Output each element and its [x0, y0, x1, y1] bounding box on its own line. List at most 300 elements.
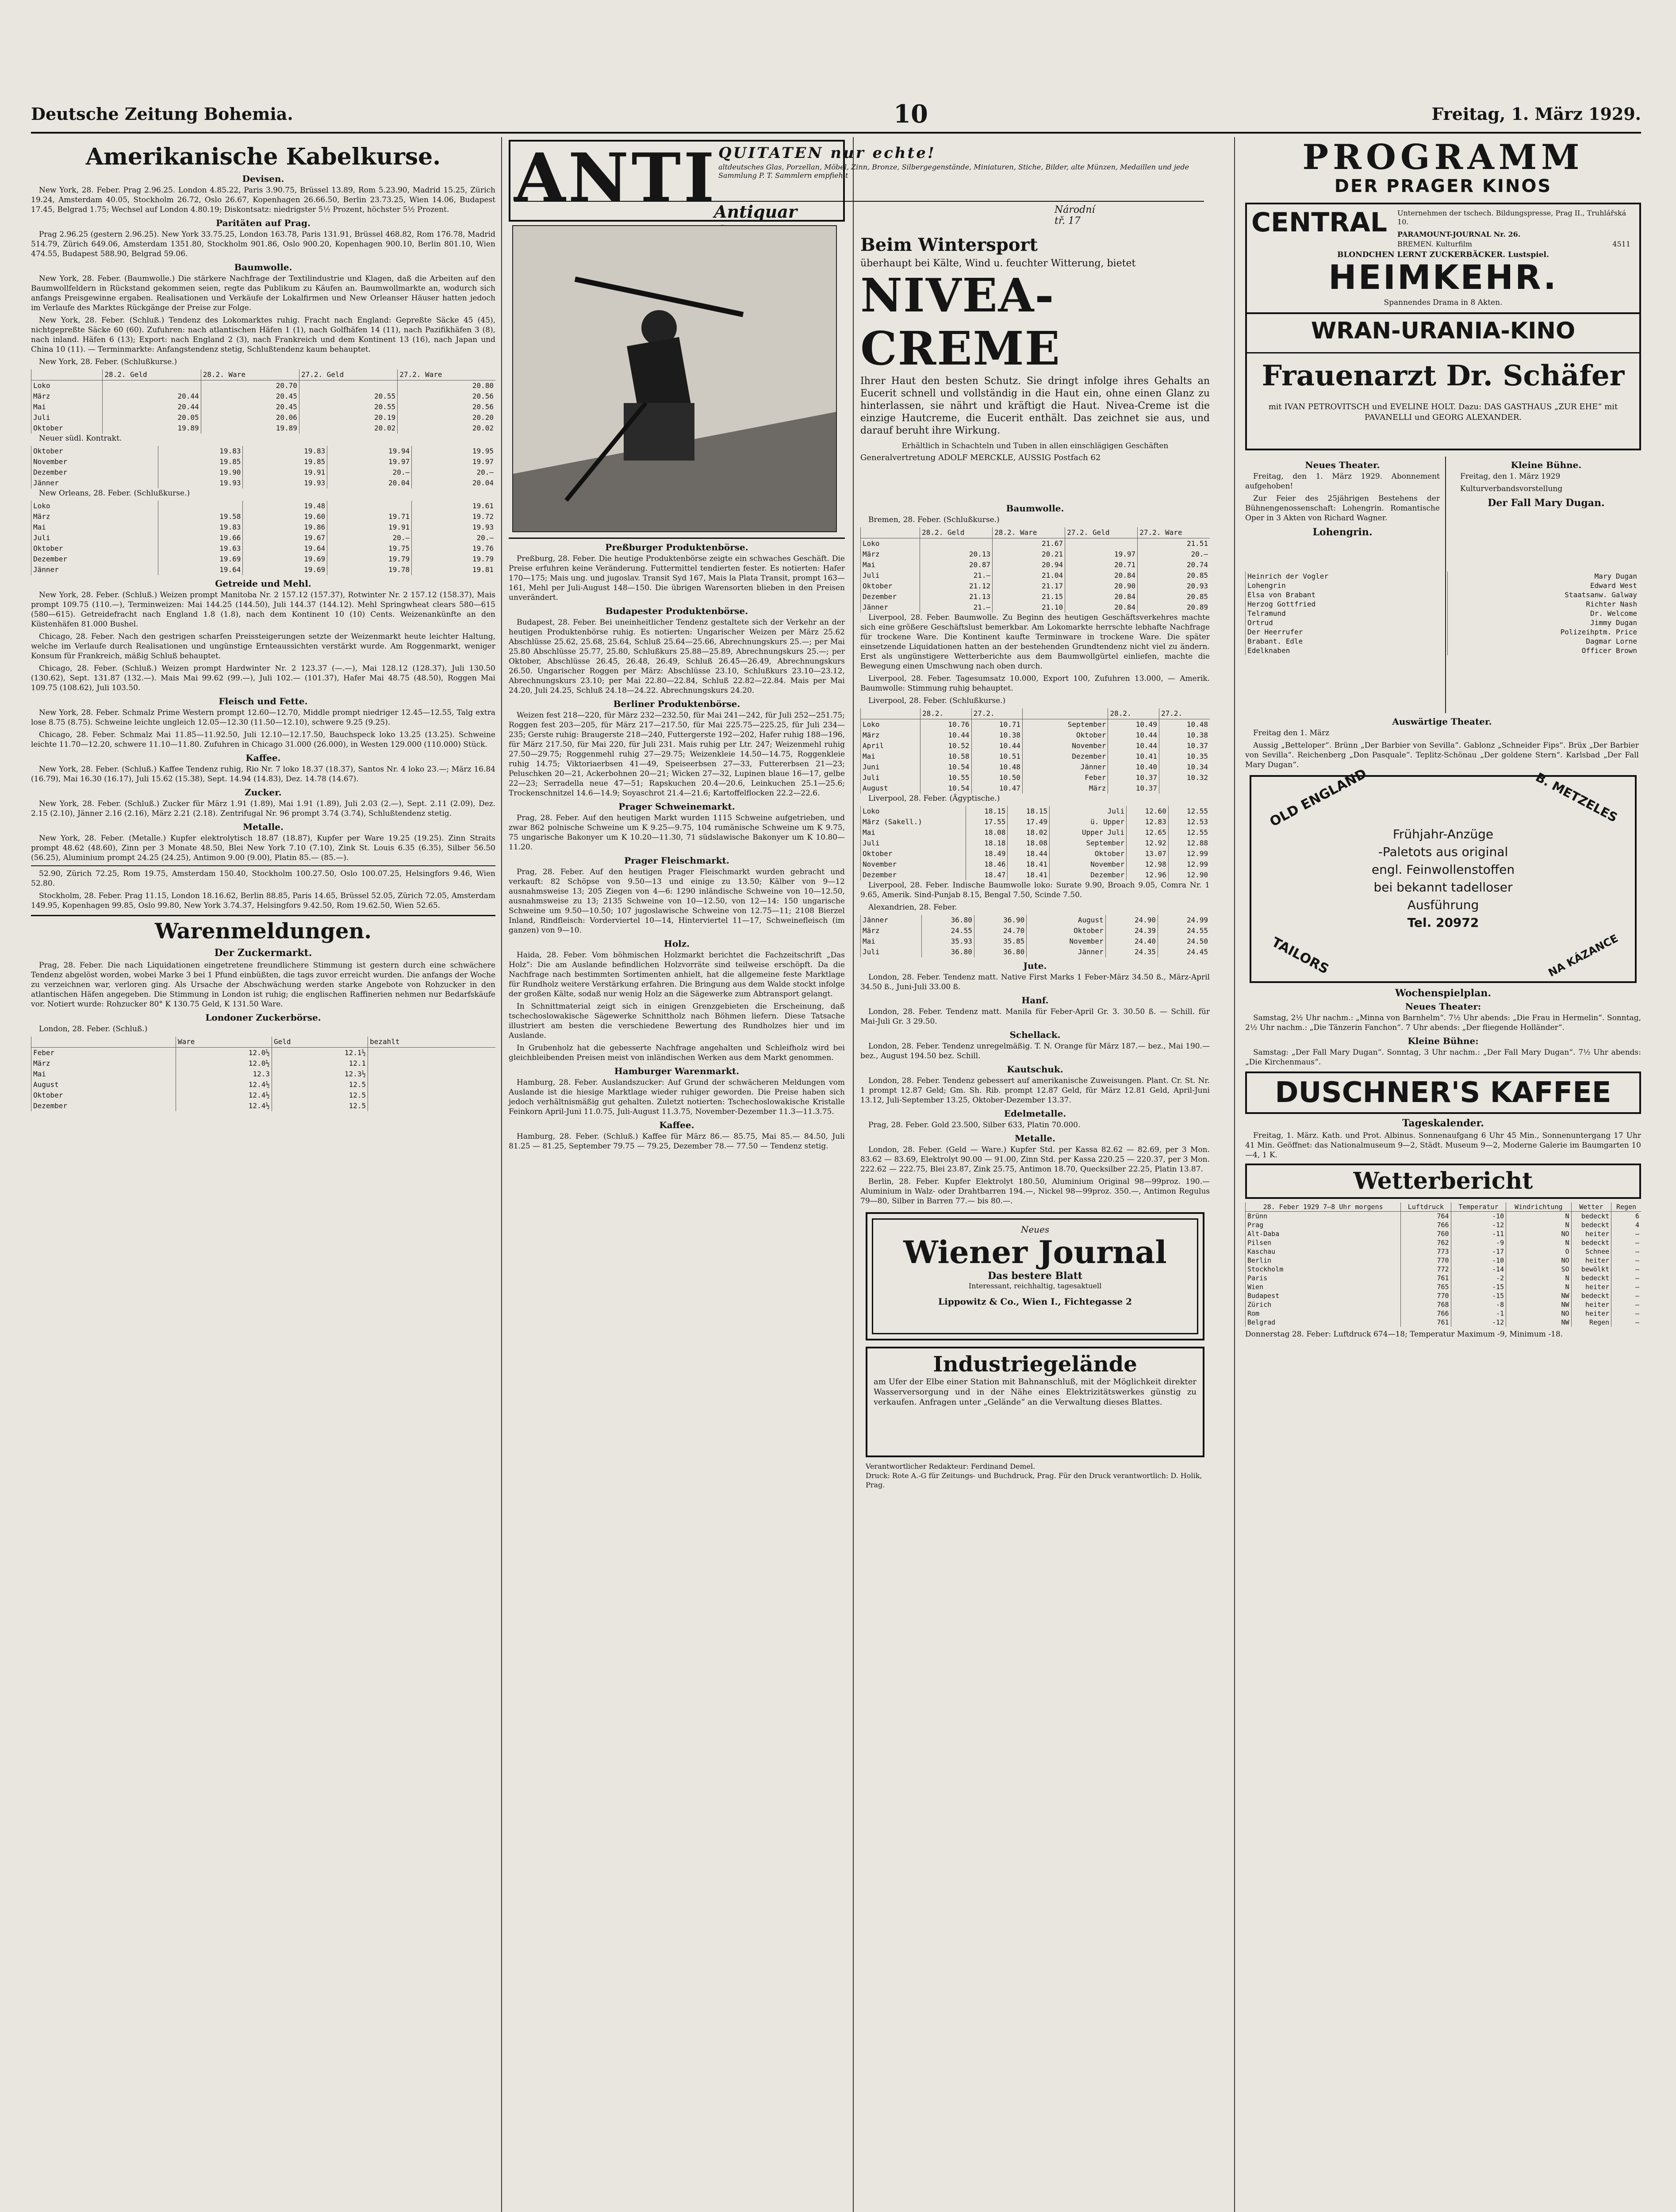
- table-cell: Brünn: [1246, 1212, 1401, 1221]
- table-header-cell: 28.2.: [920, 708, 971, 719]
- table-cell: 20.19: [299, 412, 397, 423]
- table-cell: 12.3½: [272, 1069, 368, 1079]
- table-cell: -2: [1451, 1274, 1506, 1283]
- table-cell: [368, 1090, 495, 1101]
- table-row: [1246, 1265, 1641, 1274]
- table-row: [1246, 1238, 1641, 1247]
- table-cell: Jänner: [31, 478, 158, 488]
- table-cell: 18.41: [1008, 870, 1050, 880]
- table-cell: 20.45: [201, 402, 299, 412]
- table-cell: 10.37: [1159, 741, 1210, 751]
- table-cell: 20.85: [1138, 591, 1210, 602]
- table-cell: 19.76: [412, 543, 495, 554]
- table-cell: 772: [1401, 1265, 1451, 1274]
- table-cell: -15: [1451, 1283, 1506, 1291]
- table-cell: 21.13: [920, 591, 993, 602]
- article-paragraph: Liverpool, 28. Feber. Baumwolle. Zu Beginn des heutigen Geschäftsverkehres machte sich eine größere Geschäftslust bemerkbar. Am Lokomarkte herrschte lebhafte Nachfrage für trockene Ware. Die Kontinent kaufte Terminware in trockene Ware. Die später einsetzende Liquidationen hatten an der bestehenden Grundtendenz nicht viel zu ändern. Erst als ungünstigere Wetterberichte aus dem Baumwollgürtel einliefen, machte die Bewegung einen Umschwung nach oben durch.: [860, 613, 1210, 671]
- table-row: [31, 446, 496, 457]
- table-row: [861, 849, 1210, 859]
- table-cell: 760: [1401, 1229, 1451, 1238]
- table-row: [861, 827, 1210, 838]
- table-cell: 12.4½: [176, 1101, 272, 1111]
- table-header-cell: 27.2. Geld: [299, 369, 397, 380]
- section-subheading: Kleine Bühne:: [1408, 1036, 1479, 1046]
- table-row: [861, 870, 1210, 880]
- table-row: [1246, 618, 1639, 627]
- table-cell: 24.99: [1158, 915, 1210, 926]
- table-cell: Paris: [1246, 1274, 1401, 1283]
- table-row: [1246, 590, 1639, 599]
- skier-icon: [513, 226, 836, 531]
- table-cell: Staatsanw. Galway: [1447, 590, 1639, 599]
- table-header-row: [1246, 1202, 1641, 1212]
- table-cell: 10.44: [1108, 741, 1159, 751]
- table-cell: Mai: [861, 560, 920, 570]
- table-cell: 19.83: [243, 446, 327, 457]
- table-row: [1246, 1256, 1641, 1265]
- table-caption: Alexandrien, 28. Feber.: [868, 903, 957, 912]
- table-header-cell: 28.2.: [1108, 708, 1159, 719]
- table-cell: 10.38: [1159, 730, 1210, 741]
- table-row: [31, 1090, 496, 1101]
- table-cell: 20.—: [1138, 549, 1210, 560]
- duschner-title: DUSCHNER'S KAFFEE: [1275, 1076, 1611, 1109]
- table-cell: 761: [1401, 1274, 1451, 1283]
- table-cell: 10.58: [920, 751, 971, 762]
- table-cell: 20.04: [412, 478, 495, 488]
- table-row: [861, 751, 1210, 762]
- article-paragraph: London, 28. Feber. Tendenz matt. Native First Marks 1 Feber-März 34.50 ß., März-April 34.50 ß., Juni-Juli 33.00 ß.: [860, 973, 1210, 991]
- table-cell: August: [1027, 915, 1105, 926]
- table-cell: 12.5: [272, 1101, 368, 1111]
- industriegelaende-ad: [866, 1347, 1204, 1457]
- table-cell: 10.38: [971, 730, 1023, 741]
- table-row: [1246, 572, 1639, 581]
- divider: [1247, 312, 1639, 314]
- table-cell: 35.85: [974, 936, 1026, 947]
- table-cell: 12.0½: [176, 1048, 272, 1059]
- table-cell: 20.—: [327, 533, 412, 543]
- table-cell: Oktober: [31, 543, 158, 554]
- oe-line: engl. Feinwollenstoffen: [1371, 862, 1515, 877]
- table-cell: 10.51: [971, 751, 1023, 762]
- table-cell: 20.—: [412, 533, 495, 543]
- article-paragraph: Prag, 28. Feber. Die nach Liquidationen eingetretene freundlichere Stimmung ist gestern durch eine schwächere Tendenz abgelöst worden, wobei Marke 3 bei 1 Pfund einbüßten, die tags zuvor erreicht wurden. Die anfangs der Woche zu verzeichnen war, verloren ging. Als Ursache der Abschwächung werden starke Angebote von Rohzucker in den atlantischen Häfen angegeben. Die Stimmung in London ist ruhig; die englischen Raffinerien nehmen nur Bedarfskäufe vor. Notiert wurde: Rohzucker 80° K 130.75 Geld, K 131.50 Ware.: [31, 961, 495, 1009]
- schaefer-title: Frauenarzt Dr. Schäfer: [1262, 359, 1625, 392]
- cable-rates-article: [31, 174, 495, 910]
- table-cell: NO: [1506, 1229, 1571, 1238]
- column-divider: [501, 137, 502, 2212]
- table-cell: 19.86: [243, 522, 327, 533]
- article-paragraph: Samstag: „Der Fall Mary Dugan“. Sonntag, 3 Uhr nachm.: „Der Fall Mary Dugan“. 7½ Uhr abends: „Die Kirchenmaus“.: [1245, 1048, 1641, 1067]
- table-row: [1246, 599, 1639, 609]
- table-header-cell: 27.2.: [1159, 708, 1210, 719]
- section-heading: Metalle.: [1015, 1133, 1055, 1144]
- cable-title: Amerikanische Kabelkurse.: [85, 143, 441, 170]
- table-cell: [327, 501, 412, 511]
- table-cell: NO: [1506, 1256, 1571, 1265]
- table-row: [1246, 1318, 1641, 1327]
- imprint: [866, 1462, 1204, 1490]
- section-heading: Jute.: [1023, 960, 1047, 971]
- table-row: [31, 1069, 496, 1079]
- table-cell: Richter Nash: [1447, 599, 1639, 609]
- table-cell: 10.71: [971, 719, 1023, 730]
- table-cell: —: [1611, 1256, 1641, 1265]
- table-cell: [158, 501, 243, 511]
- table-cell: 12.92: [1127, 838, 1169, 849]
- table-cell: 18.44: [1008, 849, 1050, 859]
- table-row: [861, 762, 1210, 772]
- table-header-cell: Regen: [1611, 1202, 1641, 1212]
- table-cell: 12.99: [1168, 859, 1210, 870]
- table-row: [861, 947, 1210, 957]
- table-cell: 10.44: [1108, 730, 1159, 741]
- article-paragraph: Chicago, 28. Feber. Schmalz Mai 11.85—11.92.50, Juli 12.10—12.17.50, Bauchspeck loko 13.25 (13.25). Schweine leichte 11.70—12.20, schwere 11.10—11.80. Zufuhren in Chicago 31.000 (26.000), in Westen 129.000 (110.000) Stück.: [31, 730, 495, 749]
- table-caption: Bremen, 28. Feber. (Schlußkurse.): [868, 515, 1000, 524]
- table-row: [861, 772, 1210, 783]
- table-cell: 19.63: [158, 543, 243, 554]
- table-cell: 19.91: [327, 522, 412, 533]
- table-cell: 20.45: [201, 391, 299, 402]
- oe-tailors: TAILORS: [1269, 934, 1331, 977]
- table-cell: Dezember: [31, 467, 158, 478]
- table-cell: Juli: [31, 412, 103, 423]
- table-row: [861, 549, 1210, 560]
- table-cell: 10.49: [1108, 719, 1159, 730]
- table-cell: Pilsen: [1246, 1238, 1401, 1247]
- table-row: [31, 1058, 496, 1069]
- table-cell: 762: [1401, 1238, 1451, 1247]
- oe-address: NA KÁZANCE: [1546, 932, 1620, 979]
- article-paragraph: Prag, 28. Feber. Auf den heutigen Markt wurden 1115 Schweine aufgetrieben, und zwar 862 polnische Schweine um K 9.25—9.75, 104 rumänische Schweine um K 9.75, 75 ungarische Bakonyer um K 10.20—11.30, 71 südslawische Bakonyer um K 10.80—11.20.: [509, 814, 845, 852]
- table-cell: November: [1027, 936, 1105, 947]
- table-cell: 20.—: [412, 467, 495, 478]
- table-cell: 24.55: [922, 926, 974, 936]
- table-cell: 36.80: [974, 947, 1026, 957]
- table-cell: 10.32: [1159, 772, 1210, 783]
- table-cell: 20.55: [299, 402, 397, 412]
- table-cell: Juni: [861, 762, 920, 772]
- table-cell: 20.44: [103, 402, 201, 412]
- article-paragraph: Hamburg, 28. Feber. Auslandszucker: Auf Grund der schwächeren Meldungen vom Auslande ist die hiesige Marktlage wieder ruhiger geworden. Die Preise haben sich jedoch verhältnismäßig gut gehalten. Zuletzt notierten: Tschechoslowakische Kristalle Feinkorn April-Juni 11.0.75, Juli-August 11.3.75, November-Dezember 11.3—11.3.75.: [509, 1078, 845, 1116]
- table-header-cell: 28.2. Geld: [103, 369, 201, 380]
- table-cell: Loko: [861, 806, 966, 817]
- table-cell: März: [861, 730, 920, 741]
- table-row: [861, 936, 1210, 947]
- table-cell: 21.—: [920, 602, 993, 613]
- bremen-cotton-table: [860, 527, 1210, 613]
- table-cell: Upper Juli: [1050, 827, 1127, 838]
- section-heading: Prager Schweinemarkt.: [618, 801, 735, 812]
- table-cell: 10.40: [1108, 762, 1159, 772]
- section-heading: Preßburger Produktenbörse.: [605, 542, 748, 553]
- program-subtitle: DER PRAGER KINOS: [1334, 176, 1552, 196]
- table-cell: 19.64: [158, 565, 243, 575]
- table-cell: 18.15: [966, 806, 1008, 817]
- table-header-cell: [31, 369, 103, 380]
- table-row: [31, 478, 496, 488]
- table-cell: 19.60: [243, 511, 327, 522]
- article-paragraph: Haida, 28. Feber. Vom böhmischen Holzmarkt berichtet die Fachzeitschrift „Das Holz“: Die am Auslande befindlichen Holzvorräte sind teilweise erschöpft. Da die Nachfrage nach bestimmten Sortimenten anhielt, hat die allgemeine feste Marktlage für Rundholz weitere Verstärkung erfahren. Die Bringung aus dem Walde stockt infolge der großen Kälte, sodaß nur wenig Holz an die Sägewerke zum Abtransport gelangt.: [509, 951, 845, 998]
- neues-theater: [1245, 457, 1440, 540]
- central-name: CENTRAL: [1251, 207, 1388, 238]
- table-cell: 19.93: [412, 522, 495, 533]
- table-cell: Juli: [31, 533, 158, 543]
- theater-body: Zur Feier des 25jährigen Bestehens der Bühnengenossenschaft: Lohengrin. Romantische Oper in 3 Akten von Richard Wagner.: [1245, 494, 1440, 522]
- table-row: [1246, 1291, 1641, 1300]
- table-cell: 24.35: [1105, 947, 1158, 957]
- table-cell: Jänner: [861, 915, 922, 926]
- table-cell: heiter: [1571, 1283, 1611, 1291]
- table-cell: Jänner: [861, 602, 920, 613]
- table-row: [861, 602, 1210, 613]
- table-cell: -12: [1451, 1318, 1506, 1327]
- column-divider: [1234, 137, 1235, 2212]
- table-cell: bedeckt: [1571, 1291, 1611, 1300]
- table-cell: NW: [1506, 1291, 1571, 1300]
- table-cell: Dezember: [861, 591, 920, 602]
- table-header-row: [861, 708, 1210, 719]
- table-cell: -11: [1451, 1229, 1506, 1238]
- article-paragraph: In Schnittmaterial zeigt sich in einigen Grenzgebieten die Erscheinung, daß tschechoslowakische Sägewerke Schnittholz nach Böhmen liefern. Diese Tatsache illustriert am besten die verschiedene Bewertung des Rundholzes hier und im Auslande.: [509, 1002, 845, 1040]
- table-cell: 12.96: [1127, 870, 1169, 880]
- table-cell: 20.89: [1138, 602, 1210, 613]
- table-cell: NO: [1506, 1309, 1571, 1318]
- anti-shop: Antiquar: [714, 202, 797, 222]
- anti-ad: [509, 139, 1189, 227]
- table-cell: Jänner: [1027, 947, 1105, 957]
- nivea-subline: überhaupt bei Kälte, Wind u. feuchter Witterung, bietet: [860, 258, 1136, 269]
- oe-line: Frühjahr-Anzüge: [1392, 827, 1494, 841]
- section-heading: Prager Fleischmarkt.: [624, 855, 729, 866]
- table-cell: 20.71: [1065, 560, 1138, 570]
- table-cell: 10.35: [1159, 751, 1210, 762]
- divider: [1247, 352, 1639, 353]
- table-cell: 19.95: [412, 446, 495, 457]
- table-cell: 19.93: [158, 478, 243, 488]
- central-bremen: BREMEN. Kulturfilm: [1397, 240, 1473, 248]
- wochenspielplan: [1245, 988, 1641, 1067]
- table-cell: Oktober: [1023, 730, 1108, 741]
- table-cell: 10.37: [1108, 783, 1159, 794]
- table-cell: 36.90: [974, 915, 1026, 926]
- table-row: [31, 423, 496, 434]
- section-heading: Kaffee.: [659, 1120, 694, 1130]
- table-header-cell: 27.2. Geld: [1065, 527, 1138, 538]
- table-header-cell: [861, 708, 920, 719]
- table-header-cell: bezahlt: [368, 1037, 495, 1048]
- table-cell: Loko: [31, 501, 158, 511]
- table-cell: 20.74: [1138, 560, 1210, 570]
- table-header-cell: 27.2. Ware: [1138, 527, 1210, 538]
- table-row: [1246, 1300, 1641, 1309]
- section-heading: Fleisch und Fette.: [219, 696, 308, 707]
- table-cell: 17.55: [966, 817, 1008, 827]
- section-subheading: Neues Theater:: [1405, 1001, 1481, 1012]
- table-row: [861, 926, 1210, 936]
- table-cell: Mai: [861, 751, 920, 762]
- table-row: [861, 915, 1210, 926]
- article-paragraph: Budapest, 28. Feber. Bei uneinheitlicher Tendenz gestaltete sich der Verkehr an der heutigen Produktenbörse ruhig. Es notierten: Ungarischer Weizen per März 25.62 Abschlüsse 25.62, 25.68, 25.64, Schluß 25.64—25.66, Abrechnungskurs 25.—; per Mai 25.80 Abschlüsse 25.77, 25.80, Schlußkurs 25.88—25.89, Abrechnungskurs 25.—; per Oktober, Abschlüsse 26.45, 26.48, 26.49, Schluß 26.45—26.49, Abrechnungskurs 26.50. Ungarischer Roggen per März: Abschlüsse 23.10, Schlußkurs 23.10—23.12, Abrechnungskurs 23.10; per Mai 22.80—22.84, Schluß 22.82—22.84. Mais per Mai 24.20, Juli 24.25, Schluß 24.18—24.22. Abrechnungskurs 24.20.: [509, 618, 845, 695]
- table-cell: Oktober: [31, 446, 158, 457]
- article-paragraph: Preßburg, 28. Feber. Die heutige Produktenbörse zeigte ein schwaches Geschäft. Die Preise erfuhren keine Veränderung. Futtermittel tendierten fester. Es notierten: Hafer 170—175; Mais ung. und jugoslav. Transit Syd 167, Mais la Plata Transit, prompt 163—161, Mehl per Juli-August 148—150. Die übrigen Warensorten blieben in den Preisen unverändert.: [509, 554, 845, 602]
- wetterbericht-banner: [1245, 1164, 1641, 1199]
- table-cell: 21.51: [1138, 538, 1210, 549]
- table-header-cell: 28.2. Ware: [993, 527, 1065, 538]
- table-cell: 20.44: [103, 391, 201, 402]
- table-cell: Dezember: [31, 1101, 176, 1111]
- table-caption: Neuer südl. Kontrakt.: [39, 434, 122, 443]
- table-cell: März (Sakell.): [861, 817, 966, 827]
- table-cell: 18.41: [1008, 859, 1050, 870]
- table-header-row: [31, 1037, 496, 1048]
- table-cell: bedeckt: [1571, 1238, 1611, 1247]
- table-cell: 20.02: [398, 423, 495, 434]
- table-header-cell: Geld: [272, 1037, 368, 1048]
- table-row: [861, 806, 1210, 817]
- table-cell: 18.18: [966, 838, 1008, 849]
- column-2-articles: [509, 542, 845, 1151]
- section-heading: Getreide und Mehl.: [215, 578, 311, 589]
- table-cell: 12.55: [1168, 806, 1210, 817]
- article-paragraph: Prag 2.96.25 (gestern 2.96.25). New York 33.75.25, London 163.78, Paris 131.91, Brüssel 468.82, Rom 176.78, Madrid 514.79, Zürich 649.06, Amsterdam 1351.80, Stockholm 901.86, Oslo 900.20, Kopenhagen 900.10, Berlin 801.10, Wien 474.55, Budapest 588.90, Belgrad 59.06.: [31, 230, 495, 258]
- table-cell: 12.90: [1168, 870, 1210, 880]
- table-cell: Oktober: [1050, 849, 1127, 859]
- section-heading: Tageskalender.: [1402, 1118, 1484, 1129]
- table-cell: Dagmar Lorne: [1447, 637, 1639, 646]
- table-cell: 19.89: [103, 423, 201, 434]
- table-cell: 10.41: [1108, 751, 1159, 762]
- table-cell: November: [861, 859, 966, 870]
- table-header-cell: [31, 1037, 176, 1048]
- table-cell: Feber: [1023, 772, 1108, 783]
- article-paragraph: Freitag, 1. März. Kath. und Prot. Albinus. Sonnenaufgang 6 Uhr 45 Min., Sonnenuntergang 17 Uhr 41 Min. Geöffnet: das Nationalmuseum 9—2, Städt. Museum 9—2, Moderne Galerie im Baumgarten 10—4, 1 K.: [1245, 1131, 1641, 1160]
- article-paragraph: New York, 28. Feber. (Schluß.) Kaffee Tendenz ruhig, Rio Nr. 7 loko 18.37 (18.37), Santos Nr. 4 loko 23.—; März 16.84 (16.79), Mai 16.30 (16.17), Juli 15.62 (15.38), Sept. 14.94 (14.83), Dez. 14.78 (14.67).: [31, 765, 495, 783]
- table-row: [31, 543, 496, 554]
- table-cell: Alt-Daba: [1246, 1229, 1401, 1238]
- central-film: BLONDCHEN LERNT ZUCKERBÄCKER. Lustspiel.: [1337, 250, 1549, 259]
- table-cell: -12: [1451, 1221, 1506, 1229]
- table-row: [1246, 1274, 1641, 1283]
- table-cell: Edward West: [1447, 581, 1639, 590]
- table-cell: 12.53: [1168, 817, 1210, 827]
- table-cell: 35.93: [922, 936, 974, 947]
- table-cell: 21.17: [993, 581, 1065, 591]
- table-cell: 20.21: [993, 549, 1065, 560]
- section-heading: Der Zuckermarkt.: [214, 947, 312, 959]
- table-cell: Lohengrin: [1246, 581, 1448, 590]
- table-cell: N: [1506, 1238, 1571, 1247]
- table-cell: 19.97: [327, 457, 412, 467]
- nivea-brand: NIVEA-CREME: [860, 268, 1061, 376]
- cotton-quotes-table: [31, 369, 495, 434]
- table-header-cell: [1023, 708, 1108, 719]
- table-cell: 12.5: [272, 1079, 368, 1090]
- table-row: [861, 838, 1210, 849]
- wj-title: Wiener Journal: [903, 1234, 1167, 1271]
- table-cell: -10: [1451, 1212, 1506, 1221]
- table-cell: 4: [1611, 1221, 1641, 1229]
- table-cell: Polizeihptm. Price: [1447, 627, 1639, 637]
- table-cell: Budapest: [1246, 1291, 1401, 1300]
- table-cell: [368, 1048, 495, 1059]
- table-cell: 19.97: [1065, 549, 1138, 560]
- table-cell: SO: [1506, 1265, 1571, 1274]
- table-caption: New York, 28. Feber. (Schlußkurse.): [39, 357, 177, 366]
- oe-top: OLD ENGLAND: [1267, 766, 1369, 830]
- table-row: [861, 591, 1210, 602]
- liverpool-table: [860, 708, 1210, 794]
- table-row: [1246, 1221, 1641, 1229]
- table-cell: Edelknaben: [1246, 646, 1448, 655]
- table-cell: Juli: [861, 570, 920, 581]
- table-caption: Liverpool, 28. Feber. (Schlußkurse.): [868, 696, 1006, 705]
- table-cell: 24.50: [1158, 936, 1210, 947]
- table-header-cell: 28.2. Ware: [201, 369, 299, 380]
- table-cell: 19.89: [201, 423, 299, 434]
- table-cell: November: [31, 457, 158, 467]
- table-cell: Mai: [861, 936, 922, 947]
- table-cell: 18.47: [966, 870, 1008, 880]
- table-cell: 20.56: [398, 402, 495, 412]
- table-cell: 13.07: [1127, 849, 1169, 859]
- old-england-ad: [1250, 766, 1637, 983]
- section-heading: Neues Theater.: [1305, 460, 1380, 470]
- table-cell: —: [1611, 1291, 1641, 1300]
- table-cell: 36.80: [922, 915, 974, 926]
- table-cell: NW: [1506, 1300, 1571, 1309]
- oe-text: [1251, 826, 1635, 932]
- table-row: [1246, 581, 1639, 590]
- table-cell: 18.08: [1008, 838, 1050, 849]
- table-cell: 21.10: [993, 602, 1065, 613]
- table-row: [1246, 609, 1639, 618]
- table-cell: 18.08: [966, 827, 1008, 838]
- table-cell: -10: [1451, 1256, 1506, 1265]
- table-cell: 12.83: [1127, 817, 1169, 827]
- table-cell: Dezember: [31, 554, 158, 565]
- section-heading: Edelmetalle.: [1004, 1108, 1066, 1119]
- article-paragraph: Samstag, 2½ Uhr nachm.: „Minna von Barnhelm“. 7½ Uhr abends: „Die Frau in Hermelin“. Sonntag, 2½ Uhr nachm.: „Die Tänzerin Fanchon“. 7 Uhr abends: „Der fliegende Holländer“.: [1245, 1014, 1641, 1032]
- table-cell: 20.—: [327, 467, 412, 478]
- table-cell: 21.—: [920, 570, 993, 581]
- table-cell: 18.46: [966, 859, 1008, 870]
- weather-table: [1245, 1202, 1641, 1327]
- table-cell: 10.54: [920, 783, 971, 794]
- table-cell: Mai: [31, 522, 158, 533]
- play-title: Der Fall Mary Dugan.: [1488, 497, 1605, 509]
- table-cell: 20.20: [398, 412, 495, 423]
- central-journal: PARAMOUNT-JOURNAL Nr. 26.: [1397, 230, 1521, 238]
- table-row: [31, 402, 496, 412]
- table-cell: 12.4½: [176, 1079, 272, 1090]
- table-cell: [299, 380, 397, 392]
- table-cell: Dezember: [1050, 870, 1127, 880]
- nivea-headline: Beim Wintersport: [860, 234, 1038, 255]
- section-heading: Holz.: [663, 938, 690, 949]
- table-cell: Ortrud: [1246, 618, 1448, 627]
- table-cell: März: [1023, 783, 1108, 794]
- table-cell: 10.50: [971, 772, 1023, 783]
- table-cell: 12.88: [1168, 838, 1210, 849]
- table-cell: —: [1611, 1309, 1641, 1318]
- wetter-title: Wetterbericht: [1353, 1167, 1533, 1194]
- page-number: 10: [894, 100, 928, 129]
- table-cell: 20.13: [920, 549, 993, 560]
- section-heading: Wochenspielplan.: [1395, 987, 1492, 999]
- cast-table: [1245, 572, 1639, 655]
